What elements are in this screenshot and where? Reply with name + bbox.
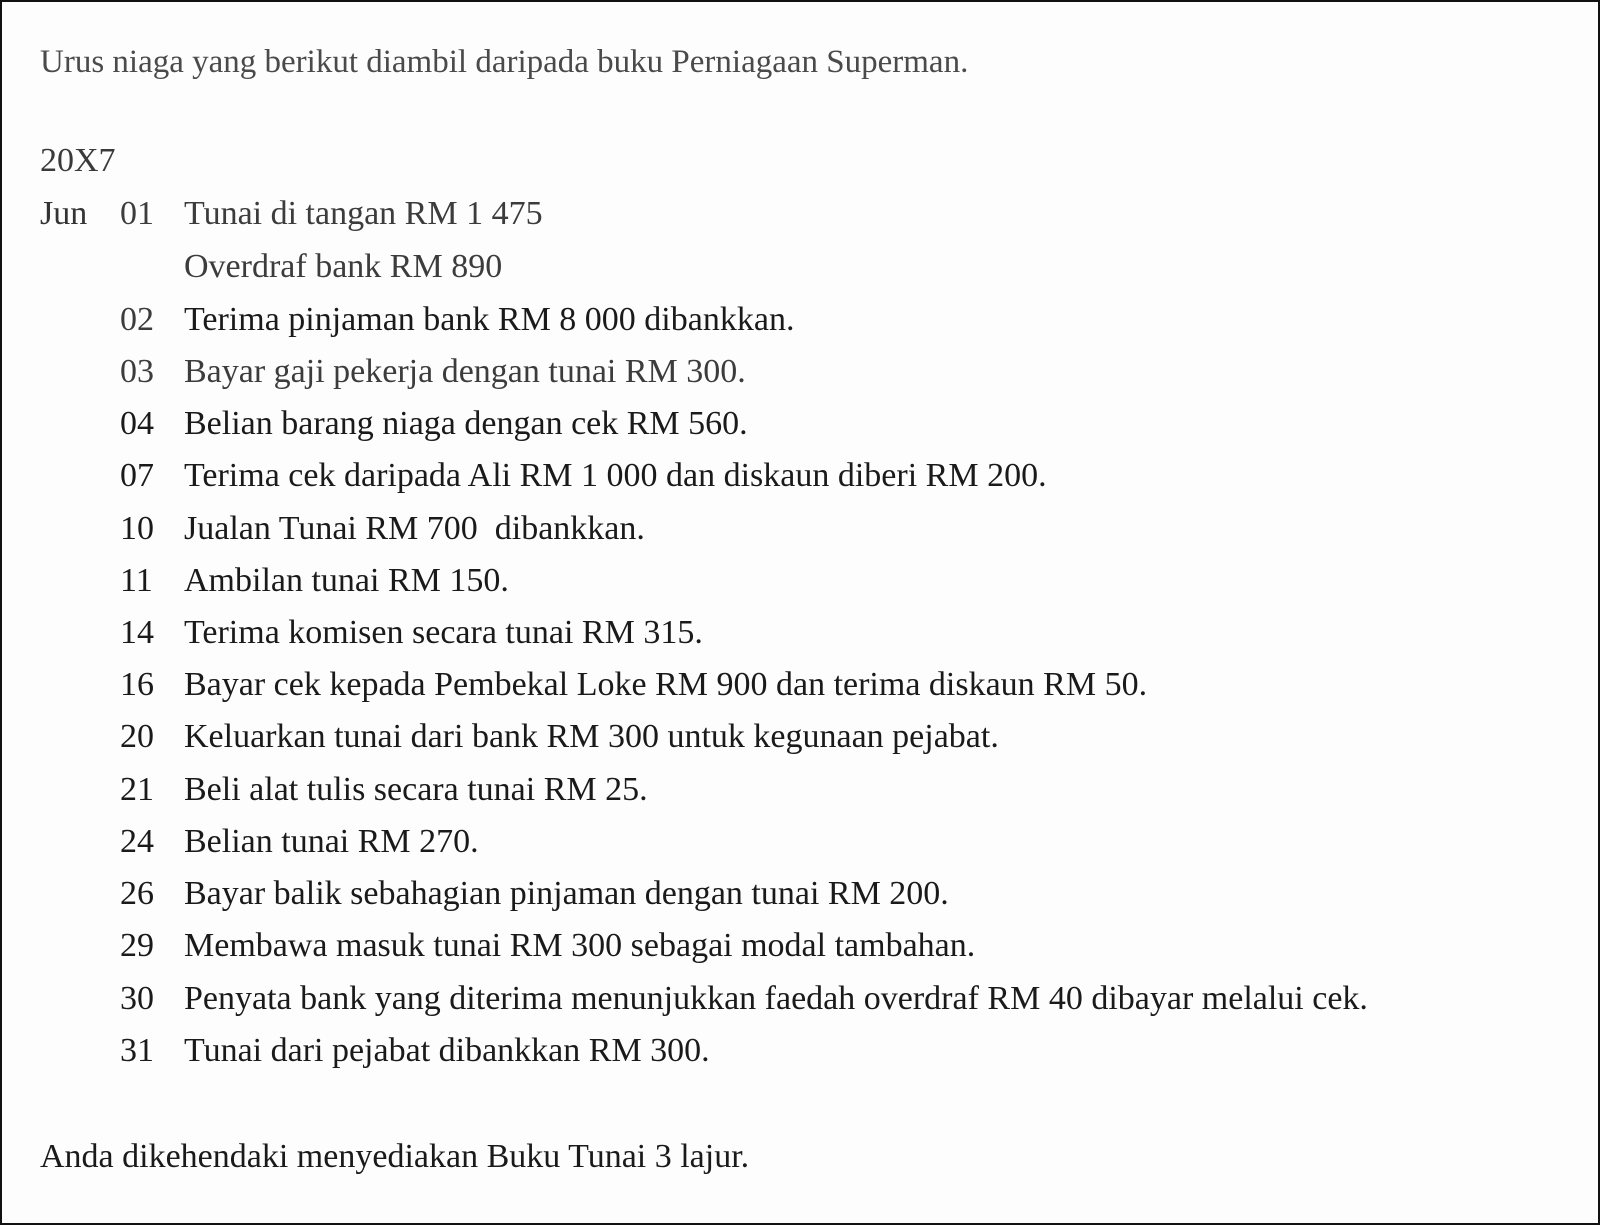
transaction-day: 11 bbox=[120, 562, 153, 599]
transaction-day: 02 bbox=[120, 301, 154, 338]
transaction-text: Beli alat tulis secara tunai RM 25. bbox=[184, 771, 648, 808]
transaction-day: 10 bbox=[120, 510, 154, 547]
transaction-text: Jualan Tunai RM 700 dibankkan. bbox=[184, 510, 645, 547]
transaction-text: Terima cek daripada Ali RM 1 000 dan diskaun diberi RM 200. bbox=[184, 457, 1047, 494]
transaction-text: Keluarkan tunai dari bank RM 300 untuk kegunaan pejabat. bbox=[184, 718, 999, 755]
intro-text: Urus niaga yang berikut diambil daripada buku Perniagaan Superman. bbox=[40, 44, 969, 80]
transaction-text: Belian barang niaga dengan cek RM 560. bbox=[184, 405, 748, 442]
transaction-text: Bayar gaji pekerja dengan tunai RM 300. bbox=[184, 353, 746, 390]
transaction-day: 26 bbox=[120, 875, 154, 912]
transaction-day: 29 bbox=[120, 927, 154, 964]
transaction-day: 03 bbox=[120, 353, 154, 390]
transaction-text: Tunai dari pejabat dibankkan RM 300. bbox=[184, 1032, 710, 1069]
transaction-text: Penyata bank yang diterima menunjukkan faedah overdraf RM 40 dibayar melalui cek. bbox=[184, 980, 1368, 1017]
transaction-day: 14 bbox=[120, 614, 154, 651]
transaction-text: Terima komisen secara tunai RM 315. bbox=[184, 614, 703, 651]
transaction-day: 07 bbox=[120, 457, 154, 494]
transaction-text: Tunai di tangan RM 1 475 bbox=[184, 195, 543, 232]
transaction-day: 16 bbox=[120, 666, 154, 703]
transaction-day: 21 bbox=[120, 771, 154, 808]
transaction-text: Bayar cek kepada Pembekal Loke RM 900 dan terima diskaun RM 50. bbox=[184, 666, 1148, 703]
transaction-text: Ambilan tunai RM 150. bbox=[184, 562, 509, 599]
transaction-text: Overdraf bank RM 890 bbox=[184, 248, 503, 285]
transaction-day: 20 bbox=[120, 718, 154, 755]
month-label: Jun bbox=[40, 195, 88, 232]
transaction-day: 30 bbox=[120, 980, 154, 1017]
transaction-text: Membawa masuk tunai RM 300 sebagai modal tambahan. bbox=[184, 927, 976, 964]
transaction-text: Belian tunai RM 270. bbox=[184, 823, 479, 860]
closing-instruction: Anda dikehendaki menyediakan Buku Tunai 3 lajur. bbox=[40, 1138, 750, 1175]
year-label: 20X7 bbox=[40, 142, 116, 179]
transaction-text: Bayar balik sebahagian pinjaman dengan tunai RM 200. bbox=[184, 875, 949, 912]
transaction-text: Terima pinjaman bank RM 8 000 dibankkan. bbox=[184, 301, 795, 338]
transaction-day: 01 bbox=[120, 195, 154, 232]
transaction-day: 24 bbox=[120, 823, 154, 860]
transaction-day: 04 bbox=[120, 405, 154, 442]
transaction-day: 31 bbox=[120, 1032, 154, 1069]
